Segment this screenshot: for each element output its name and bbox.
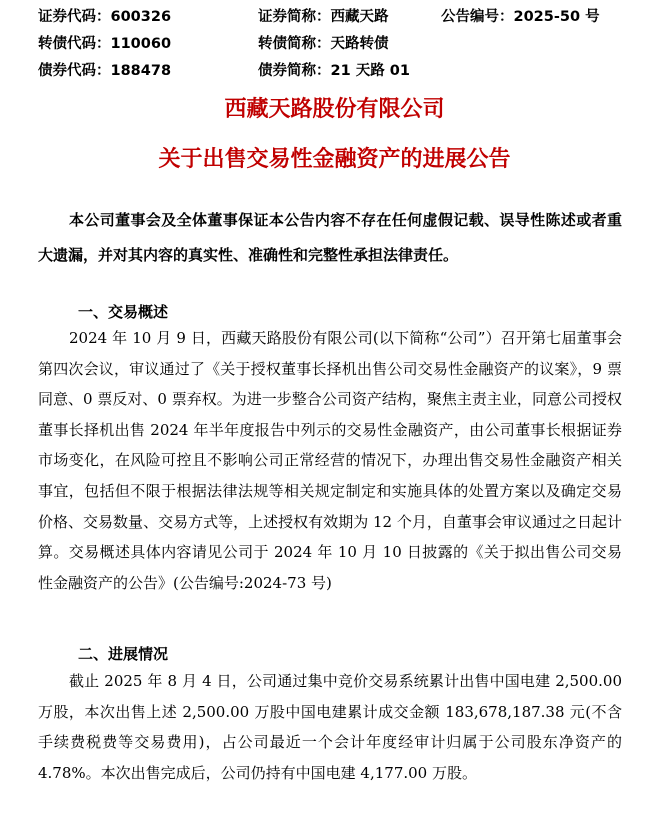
board-declaration (38, 203, 622, 273)
company-title: 西藏天路股份有限公司 (224, 97, 445, 122)
section-body-transaction-overview (38, 323, 622, 598)
notice-title: 关于出售交易性金融资产的进展公告 (158, 147, 511, 172)
header-bond-name: 债券简称：21 天路 01 (258, 63, 410, 79)
header-bond-code: 债券代码：188478 (38, 63, 172, 79)
declaration-text: 本公司董事会及全体董事保证本公告内容不存在任何虚假记载、误导性陈述或者重大遗漏，并对其内容的真实性、准确性和完整性承担法律责任。 (38, 211, 622, 264)
header-convertible-name: 转债简称：天路转债 (258, 36, 389, 52)
transaction-overview-paragraph: 2024 年 10 月 9 日，西藏天路股份有限公司(以下简称“公司”）召开第七届董事会第四次会议，审议通过了《关于授权董事长择机出售公司交易性金融资产的议案》，9 票同意、0 票反对、0 票弃权。为进一步整合公司资产结构，聚焦主责主业，同意公司授权董事长择机出售 2024 年半年度报告中列示的交易性金融资产，由公司董事长根据证券市场变化，在风险可控且不影响公司正常经营的情况下，办理出售交易性金融资产相关事宜，包括但不限于根据法律法规等相关规定制定和实施具体的处置方案以及确定交易价格、交易数量、交易方式等，上述授权有效期为 12 个月，自董事会审议通过之日起计算。交易概述具体内容请见公司于 2024 年 10 月 10 日披露的《关于拟出售公司交易性金融资产的公告》(公告编号:2024-73 号) (38, 329, 622, 592)
header-convertible-code: 转债代码：110060 (38, 36, 172, 52)
header-stock-code: 证券代码：600326 (38, 9, 172, 25)
progress-paragraph: 截止 2025 年 8 月 4 日，公司通过集中竞价交易系统累计出售中国电建 2,500.00 万股，本次出售上述 2,500.00 万股中国电建累计成交金额 183,678,187.38 元(不含手续费税费等交易费用)，占公司最近一个会计年度经审计归属于公司股东净资产的 4.78%。本次出售完成后，公司仍持有中国电建 4,177.00 万股。 (38, 672, 622, 782)
header-stock-name: 证券简称：西藏天路 (258, 9, 389, 25)
header-notice-number: 公告编号：2025-50 号 (441, 9, 600, 25)
section-body-progress (38, 666, 622, 788)
section-heading-transaction-overview: 一、交易概述 (78, 303, 169, 321)
section-heading-progress: 二、进展情况 (78, 645, 169, 663)
